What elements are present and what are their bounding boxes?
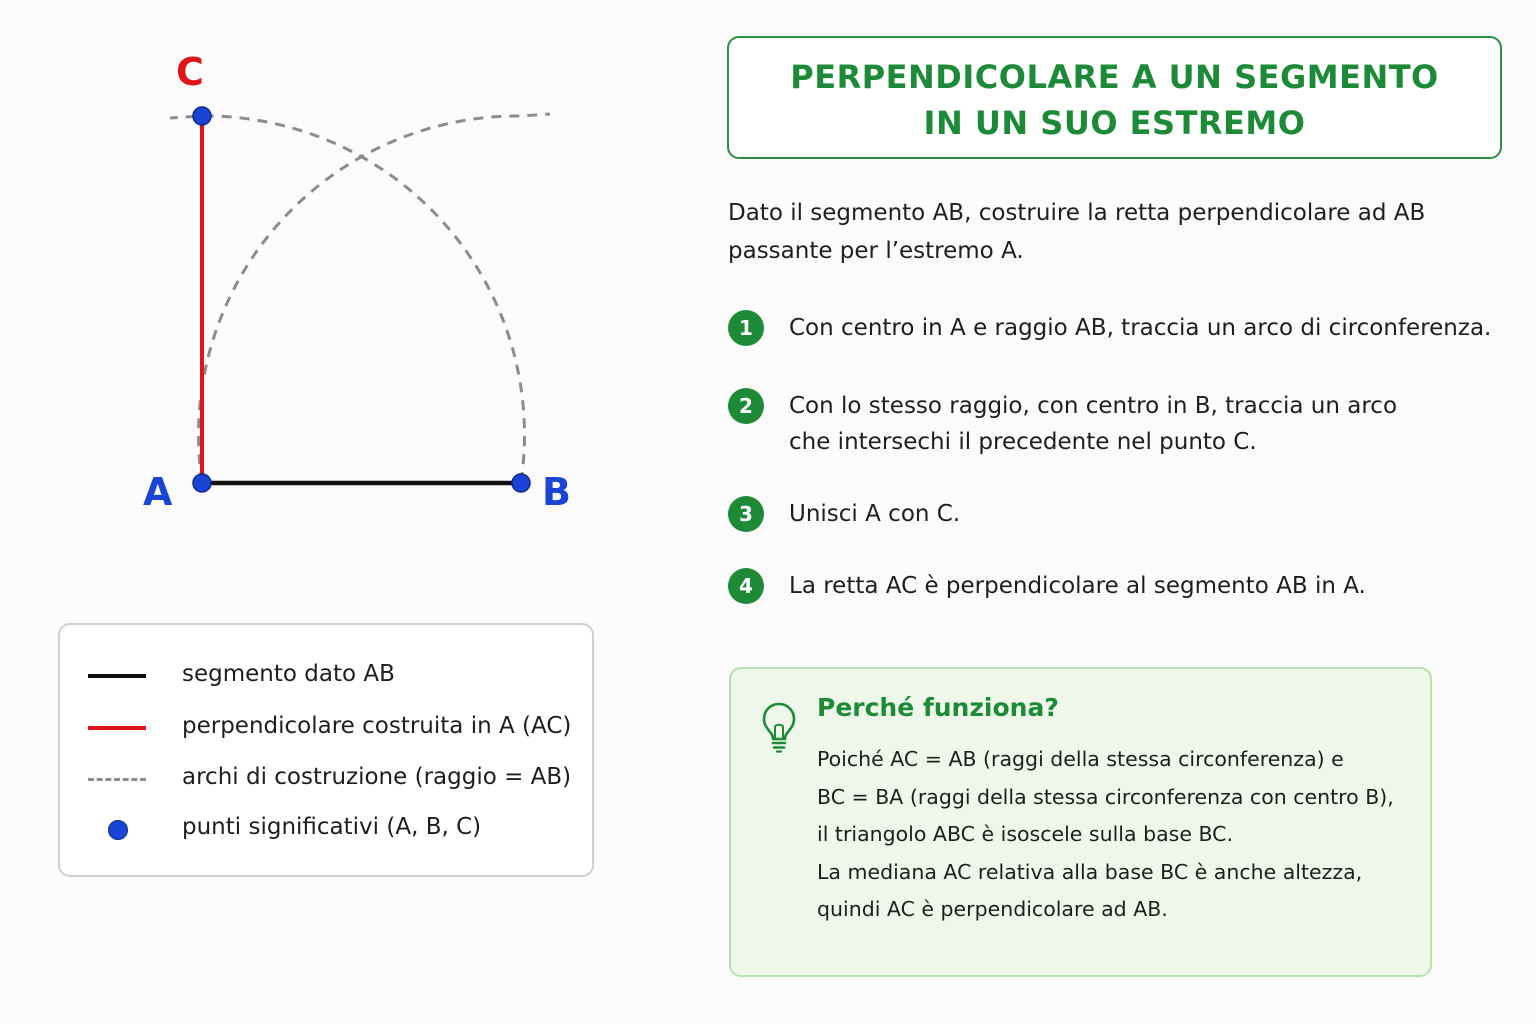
why-title: Perché funziona? bbox=[817, 693, 1059, 722]
why-text bbox=[817, 741, 1394, 929]
intro-line-2: passante per l’estremo A. bbox=[728, 238, 1024, 264]
arc-center-b bbox=[199, 114, 550, 482]
legend-item-perpendicular bbox=[60, 709, 592, 749]
step-text bbox=[789, 496, 960, 532]
label-c: C bbox=[176, 50, 204, 94]
step-line: La retta AC è perpendicolare al segmento AB in A. bbox=[789, 573, 1366, 599]
point-c bbox=[193, 107, 211, 125]
legend-item-segment bbox=[60, 657, 592, 697]
title-line-1: PERPENDICOLARE A UN SEGMENTO bbox=[790, 58, 1439, 96]
black-line-swatch bbox=[88, 674, 146, 678]
step-number-badge: 3 bbox=[728, 496, 764, 532]
red-line-swatch bbox=[88, 726, 146, 730]
label-a: A bbox=[143, 470, 173, 514]
why-line: quindi AC è perpendicolare ad AB. bbox=[817, 897, 1168, 921]
dashed-line-swatch bbox=[88, 778, 146, 781]
step-line: Con centro in A e raggio AB, traccia un arco di circonferenza. bbox=[789, 315, 1492, 341]
step-line: che intersechi il precedente nel punto C. bbox=[789, 429, 1257, 455]
step-number-badge: 1 bbox=[728, 310, 764, 346]
construction-diagram bbox=[0, 0, 700, 560]
step-line: Con lo stesso raggio, con centro in B, traccia un arco bbox=[789, 393, 1398, 419]
legend-item-points bbox=[60, 810, 592, 850]
legend-item-arcs bbox=[60, 760, 592, 800]
why-line: La mediana AC relativa alla base BC è anche altezza, bbox=[817, 859, 1363, 884]
point-a bbox=[193, 474, 211, 492]
step-number-badge: 2 bbox=[728, 388, 764, 424]
step-text bbox=[789, 568, 1366, 604]
step-line: Unisci A con C. bbox=[789, 501, 961, 527]
intro-text bbox=[728, 194, 1468, 270]
title-box bbox=[727, 36, 1502, 159]
step-text bbox=[789, 310, 1491, 346]
why-line: BC = BA (raggi della stessa circonferenza con centro B), bbox=[817, 784, 1394, 809]
legend-label: punti significativi (A, B, C) bbox=[182, 814, 482, 840]
legend-label: archi di costruzione (raggio = AB) bbox=[182, 764, 572, 790]
legend bbox=[58, 623, 594, 877]
legend-label: perpendicolare costruita in A (AC) bbox=[182, 713, 572, 739]
lightbulb-icon bbox=[761, 701, 797, 753]
arc-center-a bbox=[170, 116, 524, 482]
title-line-2: IN UN SUO ESTREMO bbox=[923, 104, 1306, 142]
why-line: il triangolo ABC è isoscele sulla base BC. bbox=[817, 822, 1233, 846]
blue-dot-icon bbox=[108, 820, 128, 840]
point-b bbox=[512, 474, 530, 492]
step-number-badge: 4 bbox=[728, 568, 764, 604]
label-b: B bbox=[542, 470, 571, 514]
why-line: Poiché AC = AB (raggi della stessa circonferenza) e bbox=[817, 747, 1344, 771]
step-text bbox=[789, 388, 1397, 460]
intro-line-1: Dato il segmento AB, costruire la retta perpendicolare ad AB bbox=[728, 200, 1426, 226]
why-box bbox=[729, 667, 1432, 977]
legend-label: segmento dato AB bbox=[182, 661, 395, 687]
